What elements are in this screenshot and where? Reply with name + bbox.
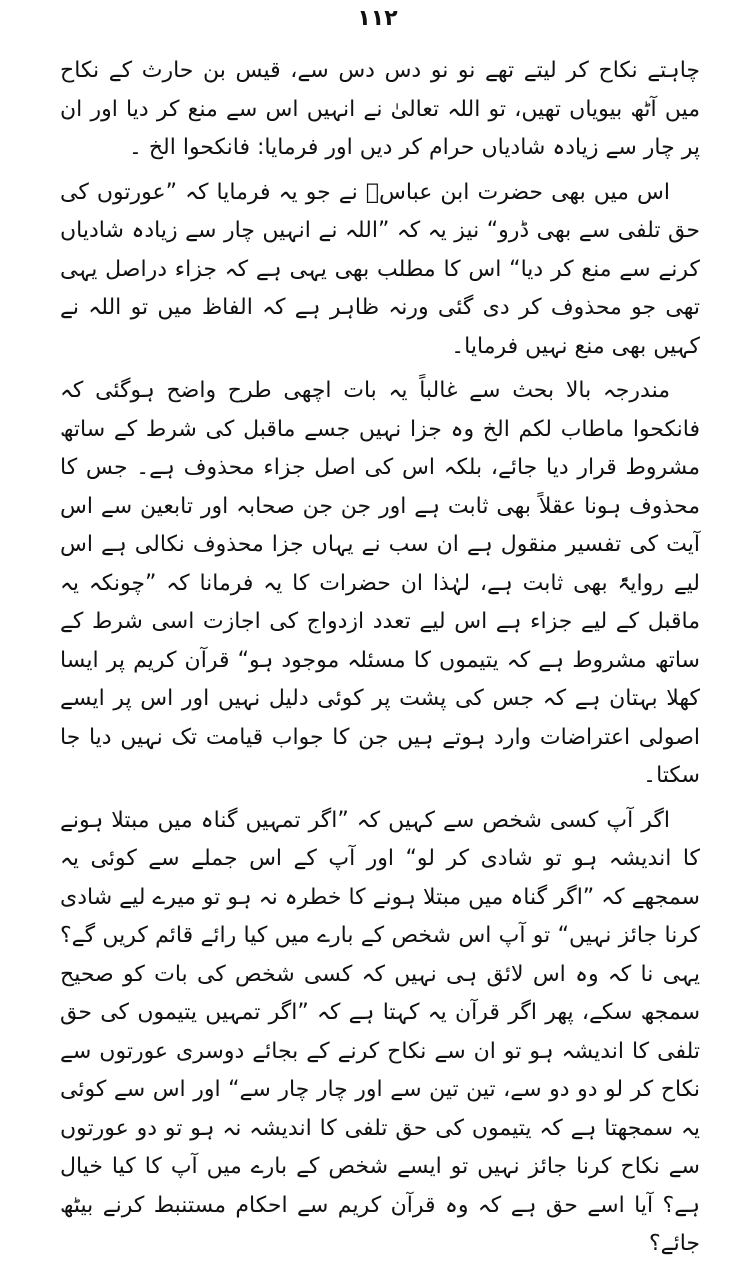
page-number: ۱۱۲ [357,6,398,31]
paragraph-3: مندرجہ بالا بحث سے غالباً یہ بات اچھی طرح واضح ہوگئی کہ فانکحوا ماطاب لکم الخ وہ جزا نہیں جسے ماقبل کی شرط کے ساتھ مشروط قرار دیا جائے، بلکہ اس کی اصل جزاء محذوف ہے۔ جس کا محذوف ہونا عقلاً بھی ثابت ہے اور جن جن صحابہ اور تابعین سے اس آیت کی تفسیر منقول ہے ان سب نے یہاں جزا محذوف نکالی ہے اس لیے روایۃً بھی ثابت ہے، لہٰذا ان حضرات کا یہ فرمانا کہ ”چونکہ یہ ماقبل کے لیے جزاء ہے اس لیے تعدد ازدواج کی اجازت اسی شرط کے ساتھ مشروط ہے کہ یتیموں کا مسئلہ موجود ہو“ قرآن کریم پر ایسا کھلا بہتان ہے کہ جس کی پشت پر کوئی دلیل نہیں اور اس پر ایسے اصولی اعتراضات وارد ہوتے ہیں جن کا جواب قیامت تک نہیں دیا جا سکتا۔ [60,378,700,788]
page-body [60,52,700,1270]
paragraph-1: چاہتے نکاح کر لیتے تھے نو نو دس دس سے، قیس بن حارث کے نکاح میں آٹھ بیویاں تھیں، تو اللہ تعالیٰ نے انہیں اس سے منع کر دیا اور ان پر چار سے زیادہ شادیاں حرام کر دیں اور فرمایا: فانکحوا الخ ۔ [60,58,700,160]
paragraph-4: اگر آپ کسی شخص سے کہیں کہ ”اگر تمہیں گناہ میں مبتلا ہونے کا اندیشہ ہو تو شادی کر لو“ اور آپ کے اس جملے سے کوئی یہ سمجھے کہ ”اگر گناہ میں مبتلا ہونے کا خطرہ نہ ہو تو میرے لیے شادی کرنا جائز نہیں“ تو آپ اس شخص کے بارے میں کیا رائے قائم کریں گے؟ یہی نا کہ وہ اس لائق ہی نہیں کہ کسی شخص کی بات کو صحیح سمجھ سکے، پھر اگر قرآن یہ کہتا ہے کہ ”اگر تمہیں یتیموں کی حق تلفی کا اندیشہ ہو تو ان سے نکاح کرنے کے بجائے دوسری عورتوں سے نکاح کر لو دو دو سے، تین تین سے اور چار چار سے“ اور اس سے کوئی یہ سمجھتا ہے کہ یتیموں کی حق تلفی کا اندیشہ نہ ہو تو دو عورتوں سے نکاح کرنا جائز نہیں تو ایسے شخص کے بارے میں آپ کا کیا خیال ہے؟ آیا اسے حق ہے کہ وہ قرآن کریم سے احکام مستنبط کرنے بیٹھ جائے؟ [60,807,700,1256]
paragraph-2: اس میں بھی حضرت ابن عباسؓ نے جو یہ فرمایا کہ ”عورتوں کی حق تلفی سے بھی ڈرو“ نیز یہ کہ ”اللہ نے انہیں چار سے زیادہ شادیاں کرنے سے منع کر دیا“ اس کا مطلب بھی یہی ہے کہ جزاء دراصل یہی تھی جو محذوف کر دی گئی ورنہ ظاہر ہے کہ الفاظ میں تو اللہ نے کہیں بھی منع نہیں فرمایا۔ [60,179,700,359]
